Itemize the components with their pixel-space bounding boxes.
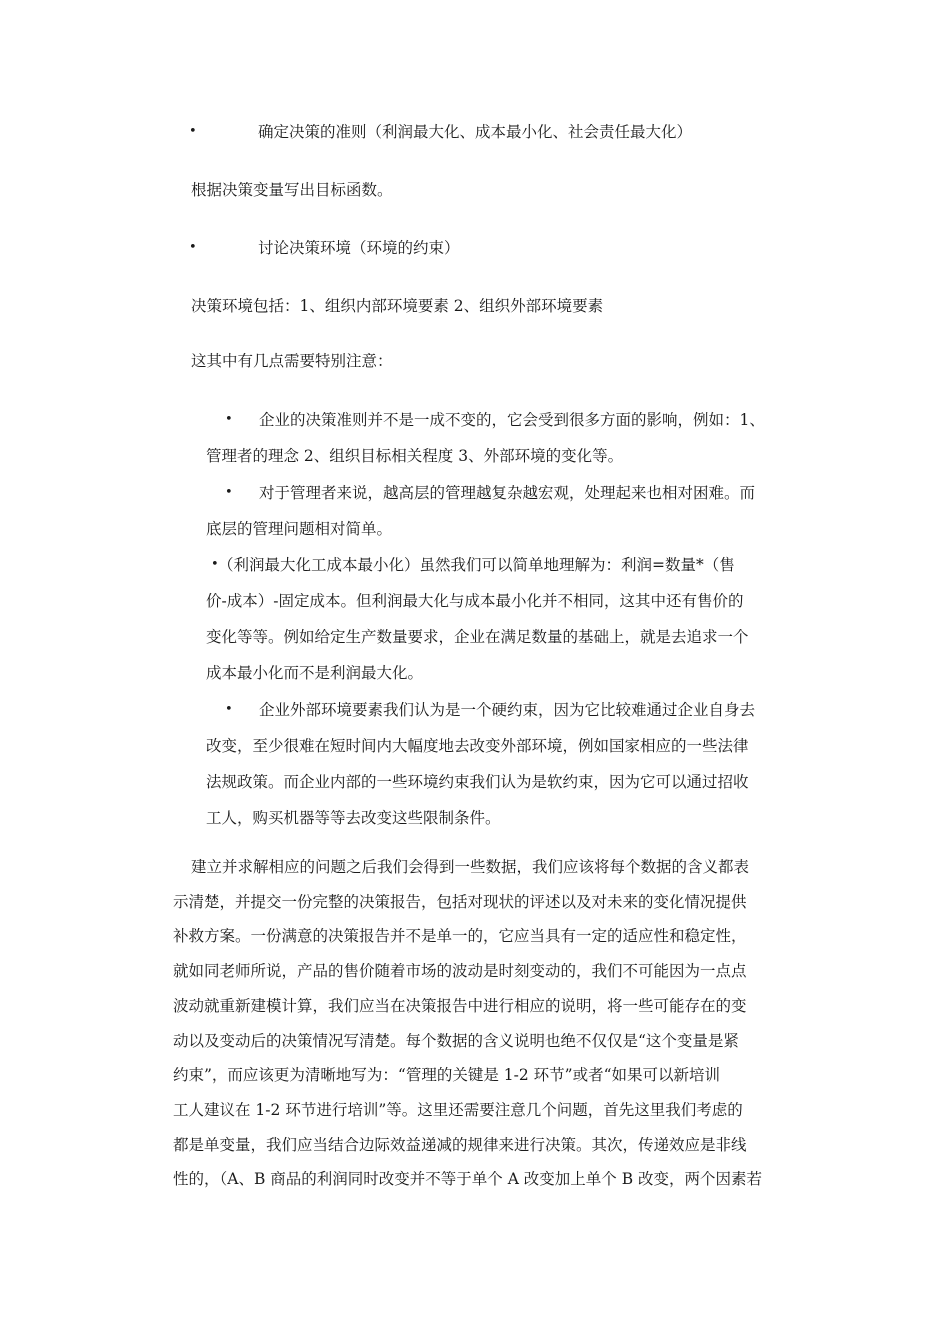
note-1-line-1: 企业的决策准则并不是一成不变的，它会受到很多方面的影响，例如：1、: [259, 411, 765, 429]
body-line-5: 波动就重新建模计算，我们应当在决策报告中进行相应的说明，将一些可能存在的变: [173, 996, 747, 1015]
note-2-line-2: 底层的管理问题相对简单。: [206, 520, 393, 538]
objective-text: 根据决策变量写出目标函数。: [191, 181, 393, 199]
note-3-line-2: 价-成本）-固定成本。但利润最大化与成本最小化并不相同，这其中还有售价的: [206, 592, 744, 610]
note-4-line-1: 企业外部环境要素我们认为是一个硬约束，因为它比较难通过企业自身去: [259, 701, 756, 719]
note-3-line-1: （利润最大化工成本最小化）虽然我们可以简单地理解为：利润=数量*（售: [218, 556, 735, 574]
body-line-2: 示清楚，并提交一份完整的决策报告，包括对现状的评述以及对未来的变化情况提供: [173, 892, 747, 911]
note-3-line-4: 成本最小化而不是利润最大化。: [206, 664, 424, 682]
body-line-3: 补救方案。一份满意的决策报告并不是单一的，它应当具有一定的适应性和稳定性，: [173, 927, 747, 946]
criteria-heading: 确定决策的准则（利润最大化、成本最小化、社会责任最大化）: [258, 123, 693, 141]
body-paragraph: [173, 850, 762, 1197]
body-line-10: 性的，（A、B 商品的利润同时改变并不等于单个 A 改变加上单个 B 改变，两个因素若: [173, 1170, 763, 1189]
note-2-line-1: 对于管理者来说，越高层的管理越复杂越宏观，处理起来也相对困难。而: [259, 484, 756, 502]
body-line-7: 约束”，而应该更为清晰地写为：“管理的关键是 1-2 环节”或者“如果可以新培训: [173, 1066, 721, 1085]
note-1-line-2: 管理者的理念 2、组织目标相关程度 3、外部环境的变化等。: [206, 447, 624, 465]
note-4-line-3: 法规政策。而企业内部的一些环境约束我们认为是软约束，因为它可以通过招收: [206, 773, 749, 791]
note-3-text: [206, 547, 749, 691]
note-2-text: [206, 475, 755, 547]
note-4-bullet: •: [225, 702, 233, 717]
body-line-1: 建立并求解相应的问题之后我们会得到一些数据，我们应该将每个数据的含义都表: [191, 858, 750, 876]
env-bullet: •: [189, 240, 197, 255]
env-includes-text: 决策环境包括：1、组织内部环境要素 2、组织外部环境要素: [191, 297, 604, 315]
notes-intro: 这其中有几点需要特别注意：: [191, 352, 393, 370]
note-1-bullet: •: [225, 412, 233, 427]
note-1-text: [206, 402, 765, 474]
note-3-line-3: 变化等等。例如给定生产数量要求，企业在满足数量的基础上，就是去追求一个: [206, 628, 749, 646]
note-4-text: [206, 692, 755, 836]
body-line-9: 都是单变量，我们应当结合边际效益递减的规律来进行决策。其次，传递效应是非线: [173, 1135, 747, 1154]
env-heading: 讨论决策环境（环境的约束）: [258, 239, 460, 257]
criteria-bullet: •: [189, 124, 197, 139]
body-line-8: 工人建议在 1-2 环节进行培训”等。这里还需要注意几个问题，首先这里我们考虑的: [173, 1100, 743, 1119]
note-3-bullet: •: [211, 557, 219, 572]
body-line-4: 就如同老师所说，产品的售价随着市场的波动是时刻变动的，我们不可能因为一点点: [173, 962, 747, 981]
body-line-6: 动以及变动后的决策情况写清楚。每个数据的含义说明也绝不仅仅是“这个变量是紧: [173, 1031, 739, 1050]
note-4-line-2: 改变，至少很难在短时间内大幅度地去改变外部环境，例如国家相应的一些法律: [206, 737, 749, 755]
note-2-bullet: •: [225, 485, 233, 500]
note-4-line-4: 工人，购买机器等等去改变这些限制条件。: [206, 809, 501, 827]
